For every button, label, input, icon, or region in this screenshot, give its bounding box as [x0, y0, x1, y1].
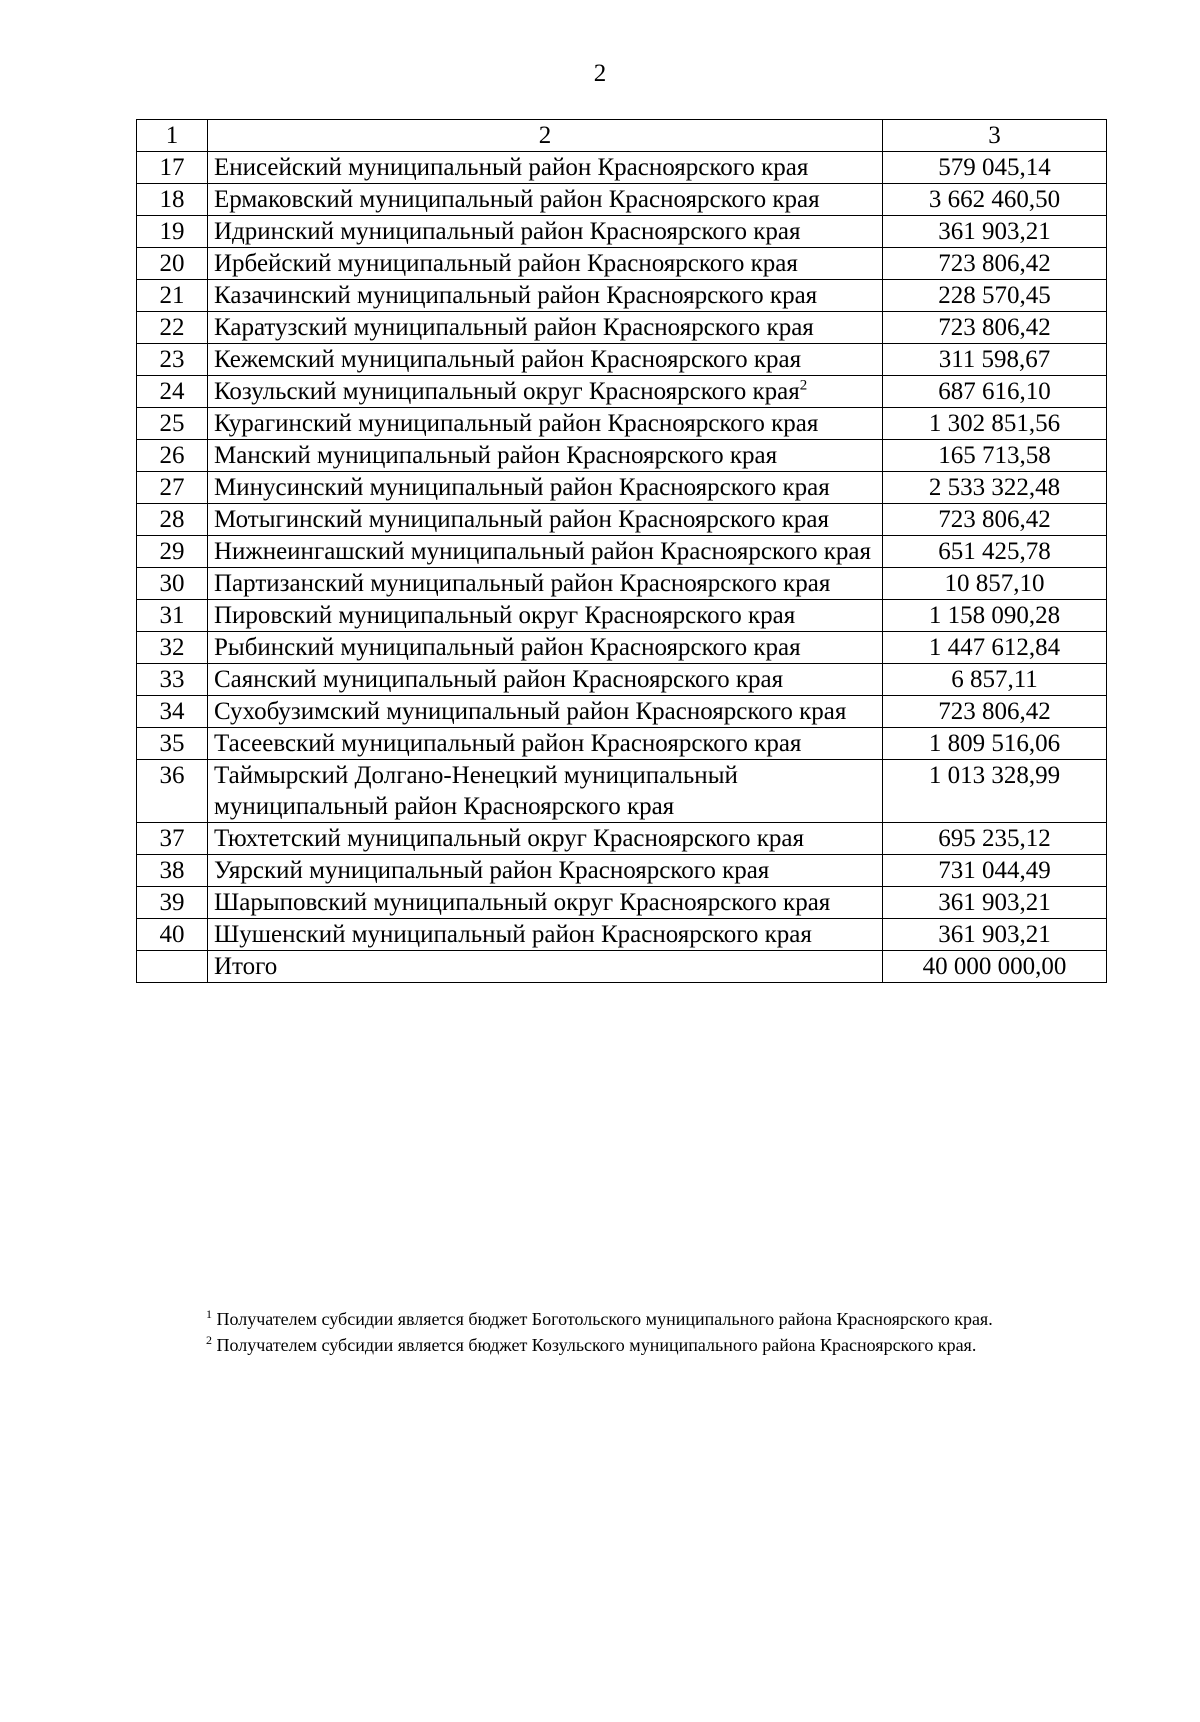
row-amount: 228 570,45	[883, 280, 1107, 312]
row-name	[208, 823, 883, 855]
table-row	[137, 280, 1107, 312]
row-name-text: Тасеевский муниципальный район Красноярского края	[214, 730, 802, 757]
row-amount: 1 302 851,56	[883, 408, 1107, 440]
page-number: 2	[593, 60, 607, 87]
row-number: 33	[137, 664, 208, 696]
subsidy-table	[136, 119, 1107, 983]
table-body	[137, 152, 1107, 983]
row-name	[208, 504, 883, 536]
row-name-text: Тюхтетский муниципальный округ Красноярского края	[214, 825, 805, 852]
total-row	[137, 951, 1107, 983]
row-amount: 695 235,12	[883, 823, 1107, 855]
row-amount: 723 806,42	[883, 248, 1107, 280]
footnote-reference: 2	[799, 377, 808, 394]
table-row	[137, 919, 1107, 951]
row-name	[208, 184, 883, 216]
row-amount: 165 713,58	[883, 440, 1107, 472]
table-row	[137, 472, 1107, 504]
row-name	[208, 248, 883, 280]
row-amount: 3 662 460,50	[883, 184, 1107, 216]
row-number: 29	[137, 536, 208, 568]
row-amount: 723 806,42	[883, 696, 1107, 728]
table-row	[137, 887, 1107, 919]
row-name-text: Курагинский муниципальный район Красноярского края	[214, 410, 819, 437]
row-name-text: Уярский муниципальный район Красноярского края	[214, 857, 770, 884]
row-number: 19	[137, 216, 208, 248]
row-name-text: Сухобузимский муниципальный район Красноярского края	[214, 698, 847, 725]
table-row	[137, 440, 1107, 472]
row-number: 28	[137, 504, 208, 536]
table-row	[137, 184, 1107, 216]
table-row	[137, 823, 1107, 855]
row-amount: 731 044,49	[883, 855, 1107, 887]
table-row	[137, 632, 1107, 664]
row-name	[208, 568, 883, 600]
row-name-text: Каратузский муниципальный район Красноярского края	[214, 314, 814, 341]
row-name-text: Саянский муниципальный район Красноярского края	[214, 666, 784, 693]
row-amount: 723 806,42	[883, 504, 1107, 536]
row-number: 39	[137, 887, 208, 919]
row-name	[208, 376, 883, 408]
table-row	[137, 760, 1107, 823]
row-number: 17	[137, 152, 208, 184]
row-name	[208, 632, 883, 664]
table-row	[137, 216, 1107, 248]
row-number: 35	[137, 728, 208, 760]
table-row	[137, 600, 1107, 632]
row-name	[208, 216, 883, 248]
row-name	[208, 472, 883, 504]
row-name	[208, 919, 883, 951]
row-amount: 6 857,11	[883, 664, 1107, 696]
column-header-number: 1	[137, 120, 208, 152]
row-name	[208, 887, 883, 919]
footnote-text: Получателем субсидии является бюджет Боготольского муниципального района Красноярского края.	[216, 1309, 993, 1329]
row-number: 23	[137, 344, 208, 376]
row-name-text: Идринский муниципальный район Красноярского края	[214, 218, 801, 245]
row-name-text: Енисейский муниципальный район Красноярского края	[214, 154, 809, 181]
row-amount: 361 903,21	[883, 216, 1107, 248]
table-header-row	[137, 120, 1107, 152]
row-number: 32	[137, 632, 208, 664]
row-number: 21	[137, 280, 208, 312]
row-number: 22	[137, 312, 208, 344]
footnote-mark: 2	[206, 1333, 212, 1347]
row-name	[208, 344, 883, 376]
row-number: 24	[137, 376, 208, 408]
row-name	[208, 152, 883, 184]
row-name	[208, 312, 883, 344]
row-amount: 579 045,14	[883, 152, 1107, 184]
row-name-text: Ирбейский муниципальный район Красноярского края	[214, 250, 798, 277]
table-row	[137, 376, 1107, 408]
row-number: 18	[137, 184, 208, 216]
row-name	[208, 536, 883, 568]
row-amount: 1 447 612,84	[883, 632, 1107, 664]
row-number: 27	[137, 472, 208, 504]
table-row	[137, 696, 1107, 728]
column-header-name: 2	[208, 120, 883, 152]
row-name-text: Шушенский муниципальный район Красноярского края	[214, 921, 812, 948]
row-name-text: Кежемский муниципальный район Красноярского края	[214, 346, 802, 373]
row-name-text: Минусинский муниципальный район Красноярского края	[214, 474, 830, 501]
row-number: 31	[137, 600, 208, 632]
table-row	[137, 536, 1107, 568]
row-number: 20	[137, 248, 208, 280]
row-name-text: Казачинский муниципальный район Красноярского края	[214, 282, 818, 309]
table-row	[137, 664, 1107, 696]
row-number: 40	[137, 919, 208, 951]
row-amount: 2 533 322,48	[883, 472, 1107, 504]
row-name	[208, 408, 883, 440]
row-number: 38	[137, 855, 208, 887]
row-amount: 361 903,21	[883, 887, 1107, 919]
row-amount: 10 857,10	[883, 568, 1107, 600]
table-row	[137, 408, 1107, 440]
table-row	[137, 152, 1107, 184]
footnote-text: Получателем субсидии является бюджет Козульского муниципального района Красноярского края.	[216, 1335, 977, 1355]
row-name-text: Партизанский муниципальный район Красноярского края	[214, 570, 831, 597]
row-number: 25	[137, 408, 208, 440]
row-name-text: Шарыповский муниципальный округ Красноярского края	[214, 889, 831, 916]
row-number: 37	[137, 823, 208, 855]
row-name-text: Пировский муниципальный округ Красноярского края	[214, 602, 796, 629]
row-name-text: Таймырский Долгано-Ненецкий муниципальный муниципальный район Красноярского края	[214, 762, 738, 820]
footnote-mark: 1	[206, 1307, 212, 1321]
row-amount: 1 013 328,99	[883, 760, 1107, 823]
row-name	[208, 760, 883, 823]
total-label: Итого	[208, 951, 883, 983]
table-row	[137, 344, 1107, 376]
table-row	[137, 568, 1107, 600]
row-name	[208, 855, 883, 887]
row-name	[208, 280, 883, 312]
table-row	[137, 855, 1107, 887]
row-name-text: Ермаковский муниципальный район Красноярского края	[214, 186, 820, 213]
row-name-text: Козульский муниципальный округ Красноярского края	[214, 378, 800, 405]
row-number: 30	[137, 568, 208, 600]
row-name-text: Рыбинский муниципальный район Красноярского края	[214, 634, 801, 661]
row-name	[208, 728, 883, 760]
row-amount: 651 425,78	[883, 536, 1107, 568]
row-number: 36	[137, 760, 208, 823]
row-number: 26	[137, 440, 208, 472]
row-amount: 1 809 516,06	[883, 728, 1107, 760]
total-amount: 40 000 000,00	[883, 951, 1107, 983]
footnote-1	[206, 1306, 993, 1332]
table-row	[137, 312, 1107, 344]
footnote-2	[206, 1332, 993, 1358]
row-number: 34	[137, 696, 208, 728]
row-name	[208, 664, 883, 696]
row-name-text: Нижнеингашский муниципальный район Красноярского края	[214, 538, 871, 565]
row-amount: 723 806,42	[883, 312, 1107, 344]
row-name-text: Манский муниципальный район Красноярского края	[214, 442, 778, 469]
table-row	[137, 504, 1107, 536]
footnotes	[206, 1306, 993, 1358]
table-row	[137, 248, 1107, 280]
total-number	[137, 951, 208, 983]
column-header-amount: 3	[883, 120, 1107, 152]
row-name	[208, 600, 883, 632]
row-name	[208, 440, 883, 472]
row-amount: 361 903,21	[883, 919, 1107, 951]
row-amount: 1 158 090,28	[883, 600, 1107, 632]
row-name	[208, 696, 883, 728]
row-name-text: Мотыгинский муниципальный район Красноярского края	[214, 506, 829, 533]
row-amount: 311 598,67	[883, 344, 1107, 376]
table-row	[137, 728, 1107, 760]
row-amount: 687 616,10	[883, 376, 1107, 408]
